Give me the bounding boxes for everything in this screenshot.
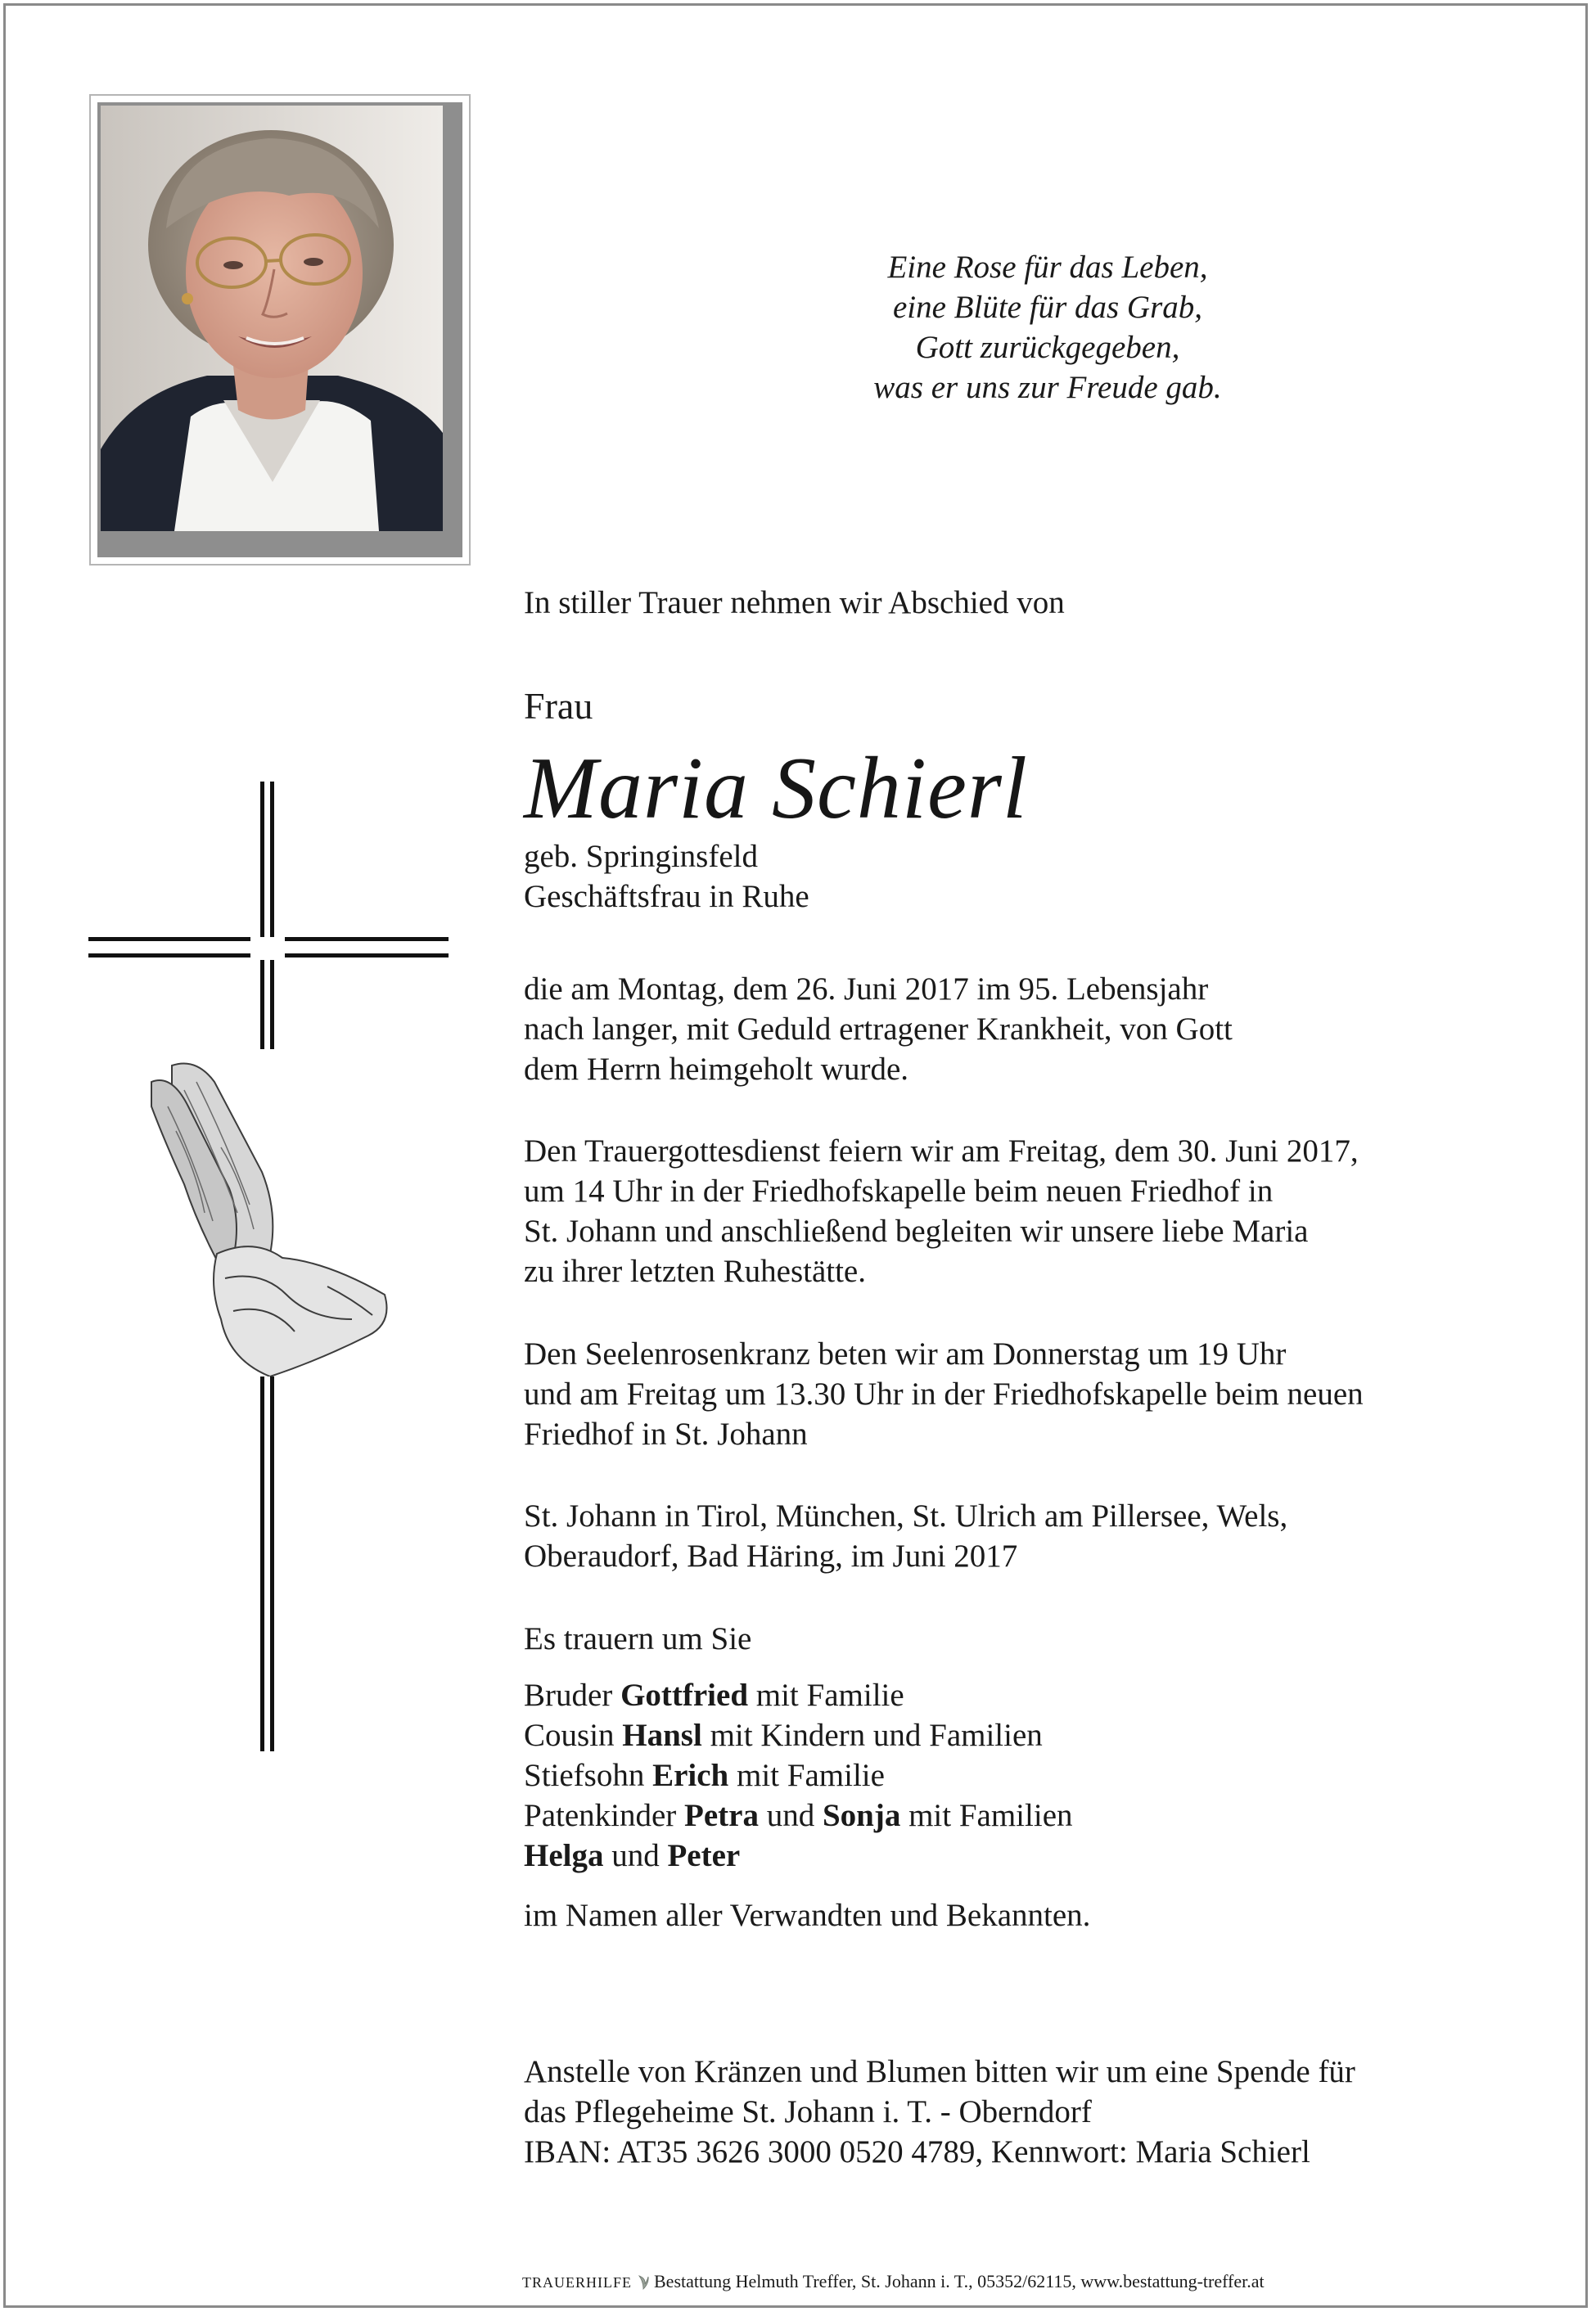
mourner-name: Hansl xyxy=(622,1718,702,1753)
text-line: Oberaudorf, Bad Häring, im Juni 2017 xyxy=(524,1539,1018,1574)
mourner-name: Peter xyxy=(667,1838,741,1873)
leaf-icon xyxy=(637,2273,650,2290)
mourner-name: Gottfried xyxy=(620,1678,749,1713)
footer-brand: TRAUERHILFE xyxy=(522,2274,632,2291)
mourner-name: Erich xyxy=(652,1758,729,1793)
portrait-photo-frame xyxy=(89,94,471,565)
text-line: um 14 Uhr in der Friedhofskapelle beim neuen Friedhof in xyxy=(524,1174,1274,1209)
closing-line: im Namen aller Verwandten und Bekannten. xyxy=(524,1898,1091,1933)
text-line: dem Herrn heimgeholt wurde. xyxy=(524,1052,909,1087)
mourner-line xyxy=(524,1675,1571,1715)
mourner-relation: Stiefsohn xyxy=(524,1758,653,1793)
place-date xyxy=(524,1496,1571,1576)
poem-line: Gott zurückgegeben, xyxy=(915,330,1180,365)
portrait-photo xyxy=(101,106,443,531)
mourner-name: Helga xyxy=(524,1838,604,1873)
intro-text: In stiller Trauer nehmen wir Abschied von xyxy=(524,585,1065,620)
mourner-connector: und xyxy=(758,1798,823,1833)
service-paragraph xyxy=(524,1131,1571,1291)
mourner-name: Sonja xyxy=(822,1798,901,1833)
poem-line: eine Blüte für das Grab, xyxy=(892,290,1203,325)
death-paragraph xyxy=(524,969,1571,1089)
text-line: St. Johann und anschließend begleiten wir unsere liebe Maria xyxy=(524,1214,1309,1249)
deceased-details xyxy=(524,836,1571,917)
text-line: St. Johann in Tirol, München, St. Ulrich am Pillersee, Wels, xyxy=(524,1498,1288,1534)
donation-note xyxy=(524,2052,1571,2172)
text-line: IBAN: AT35 3626 3000 0520 4789, Kennwort: Maria Schierl xyxy=(524,2134,1310,2170)
birth-name: geb. Springinsfeld xyxy=(524,839,758,874)
occupation: Geschäftsfrau in Ruhe xyxy=(524,879,809,914)
text-line: zu ihrer letzten Ruhestätte. xyxy=(524,1254,866,1289)
poem-line: Eine Rose für das Leben, xyxy=(887,250,1208,285)
text-line: Den Seelenrosenkranz beten wir am Donnerstag um 19 Uhr xyxy=(524,1336,1287,1372)
mourner-connector: und xyxy=(603,1838,668,1873)
mourner-relation: Bruder xyxy=(524,1678,621,1713)
text-line: Friedhof in St. Johann xyxy=(524,1417,808,1452)
text-line: das Pflegeheime St. Johann i. T. - Oberndorf xyxy=(524,2094,1092,2129)
deceased-name: Maria Schierl xyxy=(524,740,1028,837)
mourner-suffix: mit Kindern und Familien xyxy=(701,1718,1043,1753)
mourner-suffix: mit Familie xyxy=(748,1678,904,1713)
footer-text: Bestattung Helmuth Treffer, St. Johann i. T., 05352/62115, www.bestattung-treffer.at xyxy=(654,2271,1265,2291)
mourners-intro: Es trauern um Sie xyxy=(524,1621,752,1656)
text-line: Anstelle von Kränzen und Blumen bitten wir um eine Spende für xyxy=(524,2054,1355,2089)
mourner-line xyxy=(524,1715,1571,1755)
mourner-relation: Cousin xyxy=(524,1718,623,1753)
text-line: Den Trauergottesdienst feiern wir am Freitag, dem 30. Juni 2017, xyxy=(524,1133,1359,1169)
text-line: nach langer, mit Geduld ertragener Krankheit, von Gott xyxy=(524,1012,1233,1047)
mourner-line xyxy=(524,1836,1571,1876)
text-line: und am Freitag um 13.30 Uhr in der Friedhofskapelle beim neuen xyxy=(524,1377,1364,1412)
mourner-suffix: mit Familien xyxy=(900,1798,1073,1833)
mourner-relation: Patenkinder xyxy=(524,1798,685,1833)
mourner-line xyxy=(524,1755,1571,1796)
mourners-list xyxy=(524,1675,1571,1876)
praying-hands-icon xyxy=(139,1049,399,1377)
rosary-paragraph xyxy=(524,1334,1571,1454)
mourner-name: Petra xyxy=(684,1798,759,1833)
mourner-suffix: mit Familie xyxy=(728,1758,885,1793)
text-line: die am Montag, dem 26. Juni 2017 im 95. Lebensjahr xyxy=(524,971,1209,1007)
poem-line: was er uns zur Freude gab. xyxy=(873,370,1222,405)
mourner-line xyxy=(524,1796,1571,1836)
salutation: Frau xyxy=(524,685,593,727)
memorial-poem xyxy=(786,247,1310,408)
footer xyxy=(522,2270,1265,2294)
